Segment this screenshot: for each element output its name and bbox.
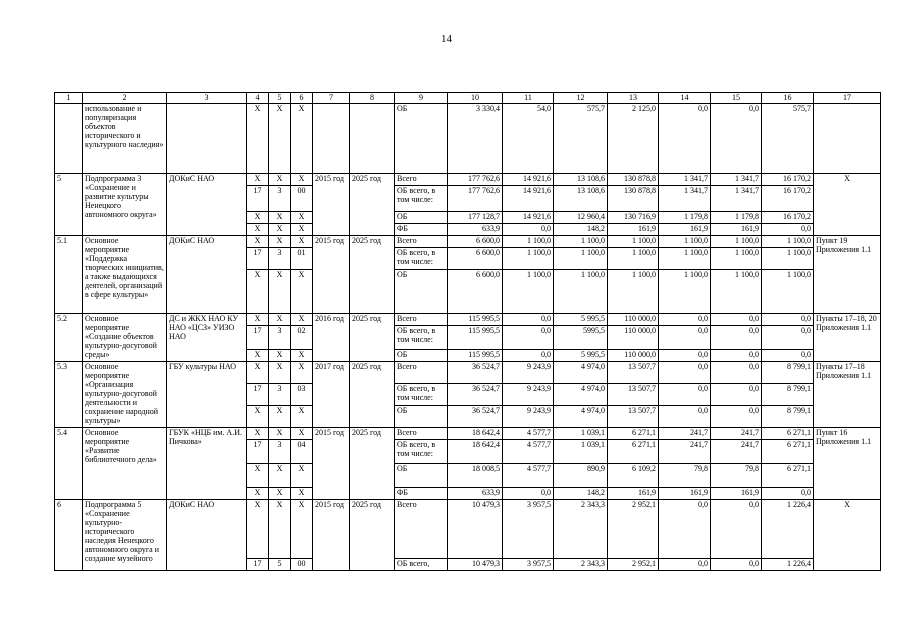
amount-cell: 1 100,0 xyxy=(711,236,762,248)
executor: ДОКиС НАО xyxy=(167,500,247,571)
amount-cell: 1 100,0 xyxy=(554,270,608,314)
amount-cell: 16 170,2 xyxy=(762,174,814,186)
amount-cell: 1 100,0 xyxy=(762,270,814,314)
amount-cell: 6 271,1 xyxy=(762,428,814,440)
amount-cell: 1 039,1 xyxy=(554,440,608,464)
amount-cell: 6 600,0 xyxy=(448,236,503,248)
table-cell: Х xyxy=(247,428,269,440)
year-end: 2025 год xyxy=(350,500,395,571)
amount-cell: 161,9 xyxy=(659,488,711,500)
year-end: 2025 год xyxy=(350,428,395,500)
amount-cell: 6 109,2 xyxy=(608,464,659,488)
executor: ДОКиС НАО xyxy=(167,236,247,314)
amount-cell: 6 600,0 xyxy=(448,248,503,270)
funding-source: ФБ xyxy=(395,488,448,500)
column-number-14: 14 xyxy=(659,93,711,104)
table-cell: Х xyxy=(269,270,291,314)
amount-cell: 177 762,6 xyxy=(448,174,503,186)
amount-cell: 0,0 xyxy=(762,488,814,500)
amount-cell: 575,7 xyxy=(554,104,608,174)
amount-cell: 177 762,6 xyxy=(448,186,503,212)
amount-cell: 0,0 xyxy=(659,326,711,350)
funding-source: ОБ xyxy=(395,406,448,428)
table-cell: Х xyxy=(269,488,291,500)
amount-cell: 6 271,1 xyxy=(762,464,814,488)
amount-cell: 1 226,4 xyxy=(762,500,814,559)
table-cell: Х xyxy=(247,174,269,186)
amount-cell: 5 995,5 xyxy=(554,350,608,362)
header-row xyxy=(55,93,881,104)
amount-cell: 110 000,0 xyxy=(608,350,659,362)
table-cell: 00 xyxy=(291,186,313,212)
table-row xyxy=(55,314,881,326)
funding-source: Всего xyxy=(395,174,448,186)
funding-source: ОБ всего, xyxy=(395,559,448,571)
note: Х xyxy=(814,174,881,236)
row-number: 6 xyxy=(55,500,83,571)
amount-cell: 633,9 xyxy=(448,488,503,500)
amount-cell: 241,7 xyxy=(711,440,762,464)
table-cell: Х xyxy=(247,350,269,362)
amount-cell: 54,0 xyxy=(503,104,554,174)
column-number-4: 4 xyxy=(247,93,269,104)
item-name: Основное мероприятие «Поддержка творческих инициатив, а также выдающихся деятелей, организаций в сфере культуры» xyxy=(83,236,167,314)
amount-cell: 130 716,9 xyxy=(608,212,659,224)
funding-source: Всего xyxy=(395,362,448,384)
item-name: Подпрограмма 3 «Сохранение и развитие культуры Ненецкого автономного округа» xyxy=(83,174,167,236)
amount-cell: 79,8 xyxy=(711,464,762,488)
table-cell: 02 xyxy=(291,326,313,350)
amount-cell: 633,9 xyxy=(448,224,503,236)
amount-cell: 0,0 xyxy=(711,559,762,571)
amount-cell: 2 343,3 xyxy=(554,559,608,571)
table-cell: 00 xyxy=(291,559,313,571)
amount-cell: 115 995,5 xyxy=(448,314,503,326)
row-number: 5.2 xyxy=(55,314,83,362)
amount-cell: 13 507,7 xyxy=(608,384,659,406)
column-number-6: 6 xyxy=(291,93,313,104)
note: Пункты 17–18 Приложения 1.1 xyxy=(814,362,881,428)
amount-cell: 36 524,7 xyxy=(448,384,503,406)
table-cell: Х xyxy=(269,362,291,384)
funding-source: ОБ xyxy=(395,104,448,174)
table-cell: Х xyxy=(247,314,269,326)
amount-cell: 1 179,8 xyxy=(711,212,762,224)
funding-source: ОБ всего, в том числе: xyxy=(395,384,448,406)
table-row xyxy=(55,500,881,559)
amount-cell: 5 995,5 xyxy=(554,314,608,326)
amount-cell: 9 243,9 xyxy=(503,384,554,406)
amount-cell: 0,0 xyxy=(659,406,711,428)
row-number: 5.3 xyxy=(55,362,83,428)
table-cell: Х xyxy=(269,236,291,248)
amount-cell: 0,0 xyxy=(659,350,711,362)
amount-cell: 115 995,5 xyxy=(448,350,503,362)
amount-cell: 13 507,7 xyxy=(608,362,659,384)
table-cell: 3 xyxy=(269,248,291,270)
amount-cell: 4 577,7 xyxy=(503,464,554,488)
amount-cell: 6 600,0 xyxy=(448,270,503,314)
table-cell: Х xyxy=(269,174,291,186)
amount-cell: 1 039,1 xyxy=(554,428,608,440)
amount-cell: 6 271,1 xyxy=(608,440,659,464)
amount-cell: 110 000,0 xyxy=(608,314,659,326)
amount-cell: 110 000,0 xyxy=(608,326,659,350)
amount-cell: 0,0 xyxy=(711,384,762,406)
amount-cell: 16 170,2 xyxy=(762,212,814,224)
table-row xyxy=(55,362,881,384)
table-cell: Х xyxy=(291,428,313,440)
column-number-9: 9 xyxy=(395,93,448,104)
amount-cell: 0,0 xyxy=(659,104,711,174)
item-name: Основное мероприятие «Развитие библиотечного дела» xyxy=(83,428,167,500)
table-cell: Х xyxy=(291,500,313,559)
table-cell: Х xyxy=(291,406,313,428)
amount-cell: 9 243,9 xyxy=(503,406,554,428)
row-number: 5 xyxy=(55,174,83,236)
table-body xyxy=(55,93,881,571)
executor xyxy=(167,104,247,174)
amount-cell: 12 960,4 xyxy=(554,212,608,224)
executor: ГБУ культуры НАО xyxy=(167,362,247,428)
year-end: 2025 год xyxy=(350,362,395,428)
table-cell: 3 xyxy=(269,186,291,212)
table-cell: Х xyxy=(291,104,313,174)
table-cell: Х xyxy=(247,212,269,224)
funding-source: ОБ всего, в том числе: xyxy=(395,186,448,212)
amount-cell: 1 100,0 xyxy=(554,248,608,270)
amount-cell: 0,0 xyxy=(503,326,554,350)
amount-cell: 115 995,5 xyxy=(448,326,503,350)
amount-cell: 1 341,7 xyxy=(711,186,762,212)
table-cell: Х xyxy=(247,236,269,248)
column-number-8: 8 xyxy=(350,93,395,104)
budget-table xyxy=(54,92,881,571)
funding-source: ОБ xyxy=(395,350,448,362)
amount-cell: 2 952,1 xyxy=(608,500,659,559)
table-row xyxy=(55,428,881,440)
amount-cell: 0,0 xyxy=(762,350,814,362)
amount-cell: 1 100,0 xyxy=(503,270,554,314)
table-cell: Х xyxy=(269,350,291,362)
amount-cell: 1 100,0 xyxy=(608,236,659,248)
year-end xyxy=(350,104,395,174)
amount-cell: 0,0 xyxy=(503,488,554,500)
table-cell: 3 xyxy=(269,440,291,464)
table-cell: Х xyxy=(291,362,313,384)
table-cell: Х xyxy=(291,236,313,248)
table-cell: Х xyxy=(247,488,269,500)
funding-source: ОБ всего, в том числе: xyxy=(395,248,448,270)
year-start: 2017 год xyxy=(313,362,350,428)
amount-cell: 14 921,6 xyxy=(503,174,554,186)
item-name: Основное мероприятие «Создание объектов культурно-досуговой среды» xyxy=(83,314,167,362)
amount-cell: 14 921,6 xyxy=(503,186,554,212)
year-start: 2015 год xyxy=(313,500,350,571)
amount-cell: 0,0 xyxy=(659,500,711,559)
table-cell: Х xyxy=(291,224,313,236)
amount-cell: 2 125,0 xyxy=(608,104,659,174)
amount-cell: 13 507,7 xyxy=(608,406,659,428)
row-number: 5.4 xyxy=(55,428,83,500)
column-number-5: 5 xyxy=(269,93,291,104)
amount-cell: 0,0 xyxy=(659,314,711,326)
amount-cell: 1 100,0 xyxy=(608,270,659,314)
amount-cell: 13 108,6 xyxy=(554,186,608,212)
table-cell: 01 xyxy=(291,248,313,270)
amount-cell: 0,0 xyxy=(503,224,554,236)
amount-cell: 1 100,0 xyxy=(659,270,711,314)
amount-cell: 0,0 xyxy=(659,559,711,571)
column-number-12: 12 xyxy=(554,93,608,104)
amount-cell: 241,7 xyxy=(659,428,711,440)
column-number-15: 15 xyxy=(711,93,762,104)
year-start: 2016 год xyxy=(313,314,350,362)
column-number-17: 17 xyxy=(814,93,881,104)
note xyxy=(814,104,881,174)
table-cell: Х xyxy=(269,428,291,440)
amount-cell: 79,8 xyxy=(659,464,711,488)
table-cell: Х xyxy=(247,270,269,314)
amount-cell: 130 878,8 xyxy=(608,174,659,186)
table-cell: 17 xyxy=(247,440,269,464)
table-cell: Х xyxy=(291,350,313,362)
year-start: 2015 год xyxy=(313,428,350,500)
amount-cell: 13 108,6 xyxy=(554,174,608,186)
amount-cell: 890,9 xyxy=(554,464,608,488)
amount-cell: 177 128,7 xyxy=(448,212,503,224)
funding-source: ОБ xyxy=(395,212,448,224)
note: Пункты 17–18, 20 Приложения 1.1 xyxy=(814,314,881,362)
amount-cell: 1 100,0 xyxy=(503,248,554,270)
amount-cell: 241,7 xyxy=(659,440,711,464)
column-number-16: 16 xyxy=(762,93,814,104)
table-cell: Х xyxy=(269,314,291,326)
amount-cell: 575,7 xyxy=(762,104,814,174)
amount-cell: 8 799,1 xyxy=(762,362,814,384)
amount-cell: 1 100,0 xyxy=(554,236,608,248)
item-name: Основное мероприятие «Организация культурно-досуговой деятельности и сохранение народной культуры» xyxy=(83,362,167,428)
table-cell: Х xyxy=(247,464,269,488)
amount-cell: 4 577,7 xyxy=(503,428,554,440)
table-cell: 17 xyxy=(247,559,269,571)
amount-cell: 1 100,0 xyxy=(762,236,814,248)
table-cell: 17 xyxy=(247,326,269,350)
table-cell: Х xyxy=(291,314,313,326)
amount-cell: 8 799,1 xyxy=(762,384,814,406)
table-cell: 5 xyxy=(269,559,291,571)
amount-cell: 14 921,6 xyxy=(503,212,554,224)
table-row xyxy=(55,236,881,248)
amount-cell: 0,0 xyxy=(659,384,711,406)
amount-cell: 130 878,8 xyxy=(608,186,659,212)
amount-cell: 2 343,3 xyxy=(554,500,608,559)
table-row xyxy=(55,174,881,186)
item-name: использование и популяризация объектов исторического и культурного наследия» xyxy=(83,104,167,174)
year-end: 2025 год xyxy=(350,314,395,362)
amount-cell: 9 243,9 xyxy=(503,362,554,384)
item-name: Подпрограмма 5 «Сохранение культурно-исторического наследия Ненецкого автономного округа и создание музейного xyxy=(83,500,167,571)
amount-cell: 10 479,3 xyxy=(448,500,503,559)
column-number-1: 1 xyxy=(55,93,83,104)
table-cell: Х xyxy=(291,464,313,488)
table-cell: Х xyxy=(269,500,291,559)
amount-cell: 10 479,3 xyxy=(448,559,503,571)
amount-cell: 4 974,0 xyxy=(554,406,608,428)
funding-source: ОБ всего, в том числе: xyxy=(395,440,448,464)
table-cell: 04 xyxy=(291,440,313,464)
column-number-11: 11 xyxy=(503,93,554,104)
amount-cell: 0,0 xyxy=(762,326,814,350)
amount-cell: 0,0 xyxy=(503,350,554,362)
amount-cell: 1 100,0 xyxy=(762,248,814,270)
amount-cell: 1 341,7 xyxy=(711,174,762,186)
funding-source: Всего xyxy=(395,236,448,248)
amount-cell: 161,9 xyxy=(659,224,711,236)
amount-cell: 161,9 xyxy=(608,224,659,236)
amount-cell: 3 330,4 xyxy=(448,104,503,174)
amount-cell: 1 341,7 xyxy=(659,174,711,186)
funding-source: Всего xyxy=(395,428,448,440)
amount-cell: 2 952,1 xyxy=(608,559,659,571)
amount-cell: 1 100,0 xyxy=(711,248,762,270)
table-cell: 17 xyxy=(247,186,269,212)
table-cell: Х xyxy=(247,104,269,174)
amount-cell: 0,0 xyxy=(659,362,711,384)
table-cell: Х xyxy=(247,406,269,428)
funding-source: ОБ всего, в том числе: xyxy=(395,326,448,350)
funding-source: Всего xyxy=(395,500,448,559)
table-cell: 3 xyxy=(269,326,291,350)
amount-cell: 0,0 xyxy=(711,362,762,384)
amount-cell: 0,0 xyxy=(711,500,762,559)
funding-source: Всего xyxy=(395,314,448,326)
amount-cell: 18 008,5 xyxy=(448,464,503,488)
amount-cell: 3 957,5 xyxy=(503,559,554,571)
executor: ДС и ЖКХ НАО КУ НАО «ЦСЗ» УИЗО НАО xyxy=(167,314,247,362)
funding-source: ОБ xyxy=(395,270,448,314)
amount-cell: 241,7 xyxy=(711,428,762,440)
year-start: 2015 год xyxy=(313,174,350,236)
amount-cell: 161,9 xyxy=(608,488,659,500)
amount-cell: 161,9 xyxy=(711,488,762,500)
amount-cell: 0,0 xyxy=(762,224,814,236)
amount-cell: 18 642,4 xyxy=(448,428,503,440)
amount-cell: 0,0 xyxy=(711,326,762,350)
year-end: 2025 год xyxy=(350,236,395,314)
note: Пункт 16 Приложения 1.1 xyxy=(814,428,881,500)
amount-cell: 0,0 xyxy=(711,406,762,428)
amount-cell: 0,0 xyxy=(711,314,762,326)
executor: ДОКиС НАО xyxy=(167,174,247,236)
amount-cell: 148,2 xyxy=(554,488,608,500)
table-cell: 3 xyxy=(269,384,291,406)
amount-cell: 36 524,7 xyxy=(448,362,503,384)
funding-source: ОБ xyxy=(395,464,448,488)
amount-cell: 0,0 xyxy=(711,350,762,362)
amount-cell: 148,2 xyxy=(554,224,608,236)
year-start xyxy=(313,104,350,174)
amount-cell: 0,0 xyxy=(711,104,762,174)
amount-cell: 1 100,0 xyxy=(659,236,711,248)
row-number: 5.1 xyxy=(55,236,83,314)
column-number-10: 10 xyxy=(448,93,503,104)
amount-cell: 1 226,4 xyxy=(762,559,814,571)
row-number xyxy=(55,104,83,174)
page-number: 14 xyxy=(441,33,452,45)
year-start: 2015 год xyxy=(313,236,350,314)
table-cell: 03 xyxy=(291,384,313,406)
amount-cell: 18 642,4 xyxy=(448,440,503,464)
amount-cell: 1 179,8 xyxy=(659,212,711,224)
column-number-3: 3 xyxy=(167,93,247,104)
table-cell: Х xyxy=(247,224,269,236)
amount-cell: 36 524,7 xyxy=(448,406,503,428)
amount-cell: 3 957,5 xyxy=(503,500,554,559)
amount-cell: 4 974,0 xyxy=(554,362,608,384)
funding-source: ФБ xyxy=(395,224,448,236)
table-cell: Х xyxy=(269,406,291,428)
amount-cell: 1 100,0 xyxy=(711,270,762,314)
table-cell: Х xyxy=(269,224,291,236)
table-cell: Х xyxy=(269,104,291,174)
table-cell: Х xyxy=(291,212,313,224)
table-cell: Х xyxy=(247,362,269,384)
amount-cell: 6 271,1 xyxy=(608,428,659,440)
amount-cell: 8 799,1 xyxy=(762,406,814,428)
table-cell: 17 xyxy=(247,248,269,270)
amount-cell: 4 974,0 xyxy=(554,384,608,406)
year-end: 2025 год xyxy=(350,174,395,236)
table-cell: Х xyxy=(291,488,313,500)
note: Х xyxy=(814,500,881,571)
column-number-7: 7 xyxy=(313,93,350,104)
amount-cell: 4 577,7 xyxy=(503,440,554,464)
amount-cell: 5995,5 xyxy=(554,326,608,350)
amount-cell: 161,9 xyxy=(711,224,762,236)
table-cell: Х xyxy=(291,174,313,186)
table-cell: 17 xyxy=(247,384,269,406)
amount-cell: 1 100,0 xyxy=(608,248,659,270)
table-cell: Х xyxy=(247,500,269,559)
amount-cell: 1 100,0 xyxy=(659,248,711,270)
column-number-13: 13 xyxy=(608,93,659,104)
column-number-2: 2 xyxy=(83,93,167,104)
table-row xyxy=(55,104,881,174)
amount-cell: 1 341,7 xyxy=(659,186,711,212)
executor: ГБУК «НЦБ им. А.И. Пичкова» xyxy=(167,428,247,500)
amount-cell: 0,0 xyxy=(503,314,554,326)
note: Пункт 19 Приложения 1.1 xyxy=(814,236,881,314)
amount-cell: 0,0 xyxy=(762,314,814,326)
table-cell: Х xyxy=(269,212,291,224)
amount-cell: 6 271,1 xyxy=(762,440,814,464)
amount-cell: 1 100,0 xyxy=(503,236,554,248)
table-cell: Х xyxy=(269,464,291,488)
table-cell: Х xyxy=(291,270,313,314)
amount-cell: 16 170,2 xyxy=(762,186,814,212)
